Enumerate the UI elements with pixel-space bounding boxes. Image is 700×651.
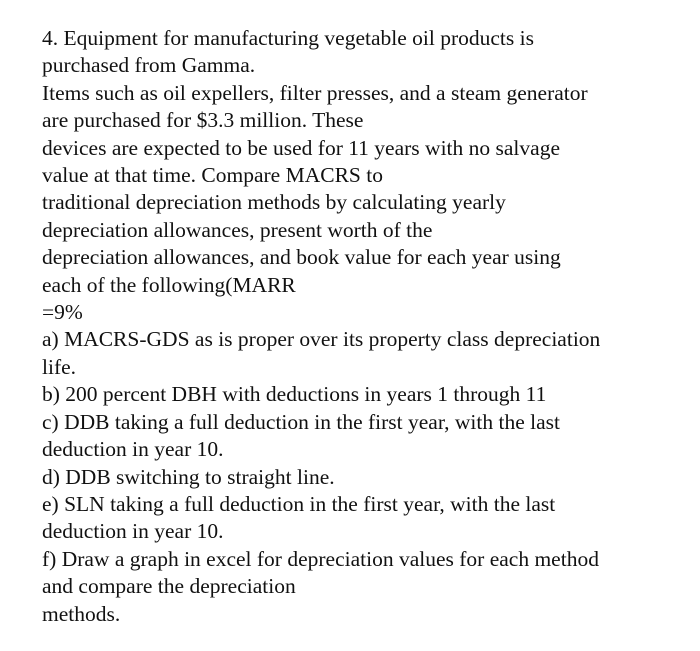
question-line: are purchased for $3.3 million. These bbox=[42, 108, 364, 133]
question-line: depreciation allowances, present worth of the bbox=[42, 217, 433, 242]
question-line: f) Draw a graph in excel for depreciation values for each method bbox=[42, 546, 599, 571]
question-line: each of the following(MARR bbox=[42, 272, 296, 297]
question-line: deduction in year 10. bbox=[42, 519, 224, 544]
question-line: and compare the depreciation bbox=[42, 574, 296, 599]
question-text bbox=[42, 25, 682, 628]
question-line: deduction in year 10. bbox=[42, 437, 224, 462]
question-line: 4. Equipment for manufacturing vegetable oil products is bbox=[42, 26, 534, 50]
question-line: methods. bbox=[42, 601, 121, 626]
question-line: value at that time. Compare MACRS to bbox=[42, 163, 383, 188]
question-line: d) DDB switching to straight line. bbox=[42, 464, 335, 489]
question-line: life. bbox=[42, 354, 77, 379]
question-line: a) MACRS-GDS as is proper over its property class depreciation bbox=[42, 327, 601, 352]
question-line: devices are expected to be used for 11 years with no salvage bbox=[42, 135, 560, 160]
question-line: depreciation allowances, and book value for each year using bbox=[42, 245, 561, 270]
question-line: =9% bbox=[42, 300, 83, 325]
question-line: traditional depreciation methods by calculating yearly bbox=[42, 190, 506, 215]
question-line: e) SLN taking a full deduction in the first year, with the last bbox=[42, 491, 556, 516]
question-line: Items such as oil expellers, filter presses, and a steam generator bbox=[42, 80, 588, 105]
question-line: purchased from Gamma. bbox=[42, 53, 256, 78]
question-line: c) DDB taking a full deduction in the first year, with the last bbox=[42, 409, 560, 434]
question-line: b) 200 percent DBH with deductions in years 1 through 11 bbox=[42, 382, 547, 407]
